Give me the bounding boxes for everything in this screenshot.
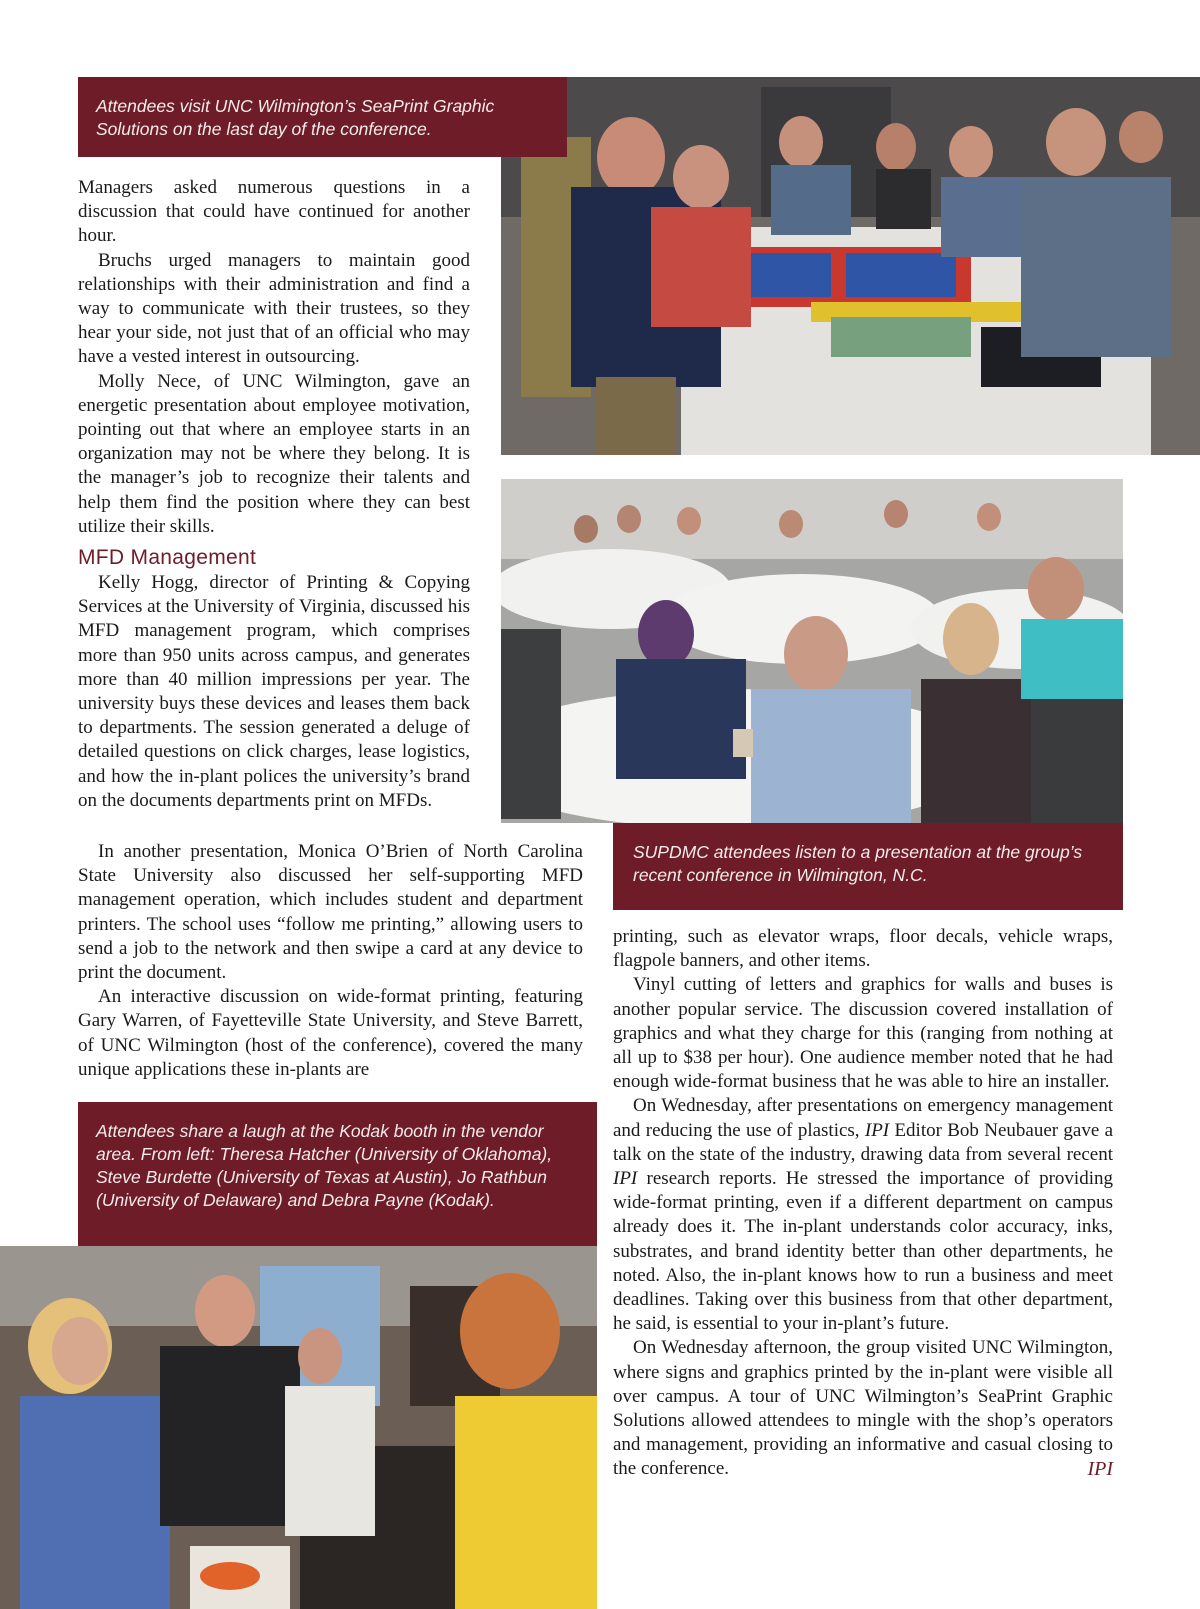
paragraph: printing, such as elevator wraps, floor decals, vehicle wraps, flagpole banners, and other items.	[613, 926, 1113, 972]
kodak-caption	[78, 1102, 597, 1246]
text-run: research reports. He stressed the importance of providing wide-format printing, even if a different department on campus already does it. The in-plant understands color accuracy, inks, substrates, and brand identity better than other departments, he noted. Also, the in-plant knows how to run a business and meet deadlines. Taking over this business from that other department, he said, is essential to your in-plant’s future.	[613, 1168, 1113, 1335]
paragraph	[613, 1336, 1113, 1481]
publication-name: IPI	[613, 1168, 638, 1190]
paragraph: An interactive discussion on wide-format printing, featuring Gary Warren, of Fayetteville State University, and Steve Barrett, of UNC Wilmington (host of the conference), covered the many unique applications these in-plants are	[78, 986, 583, 1080]
publication-name: IPI	[864, 1119, 890, 1141]
left-column-upper	[78, 176, 470, 539]
right-column	[613, 925, 1113, 1482]
seaprint-caption-text: Attendees visit UNC Wilmington’s SeaPrint Graphic Solutions on the last day of the conference.	[96, 96, 495, 139]
section-heading: MFD Management	[78, 546, 257, 569]
paragraph: Molly Nece, of UNC Wilmington, gave an energetic presentation about employee motivation, pointing out that where an employee starts in an organization may not be where they belong. It is the manager’s job to recognize their talents and help them find the position where they can best utilize their skills.	[78, 370, 470, 537]
seaprint-caption	[78, 77, 567, 157]
supdmc-photo	[501, 479, 1123, 823]
paragraph: Vinyl cutting of letters and graphics for walls and buses is another popular service. The discussion covered installation of graphics and what they charge for this (ranging from nothing at all up to $38 per hour). One audience member noted that he had enough wide-format business that he was able to hire an installer.	[613, 974, 1113, 1093]
paragraph	[613, 1094, 1113, 1336]
paragraph: In another presentation, Monica O’Brien of North Carolina State University also discussed her self-supporting MFD management operation, which includes student and department printers. The school uses “follow me printing,” allowing users to send a job to the network and then swipe a card at any device to print the document.	[78, 841, 583, 984]
seaprint-photo	[501, 77, 1200, 455]
left-column-bottom	[78, 840, 583, 1082]
text-run: Editor Bob Neubauer gave a talk on the state of the industry, drawing data from several recent	[613, 1119, 1113, 1165]
text-run: On Wednesday afternoon, the group visited UNC Wilmington, where signs and graphics printed by the in-plant were visible all over campus. A tour of UNC Wilmington’s SeaPrint Graphic Solutions allowed attendees to mingle with the shop’s operators and management, providing an informative and casual closing to the conference.	[613, 1337, 1113, 1480]
paragraph: Bruchs urged managers to maintain good relationships with their administration and find a way to communicate with their trustees, so they hear your side, not just that of an official who may have a vested interest in outsourcing.	[78, 249, 470, 368]
left-column-lower	[78, 571, 470, 813]
kodak-booth-photo	[0, 1246, 597, 1609]
signature-mark: IPI	[1087, 1458, 1113, 1481]
kodak-caption-text: Attendees share a laugh at the Kodak booth in the vendor area. From left: Theresa Hatcher (University of Oklahoma), Steve Burdette (University of Texas at Austin), Jo Rathbun (University of Delaware) and Debra Payne (Kodak).	[96, 1121, 553, 1210]
supdmc-caption-text: SUPDMC attendees listen to a presentation at the group’s recent conference in Wilmington, N.C.	[633, 842, 1083, 885]
paragraph: Kelly Hogg, director of Printing & Copying Services at the University of Virginia, discussed his MFD management program, which comprises more than 950 units across campus, and generates more than 40 million impressions per year. The university buys these devices and leases them back to departments. The session generated a deluge of detailed questions on click charges, lease logistics, and how the in-plant polices the university’s brand on the documents departments print on MFDs.	[78, 572, 470, 811]
supdmc-caption	[613, 823, 1123, 910]
text-run: On Wednesday, after presentations on emergency management and reducing the use of plastics,	[613, 1095, 1113, 1141]
paragraph: Managers asked numerous questions in a discussion that could have continued for another hour.	[78, 177, 470, 247]
